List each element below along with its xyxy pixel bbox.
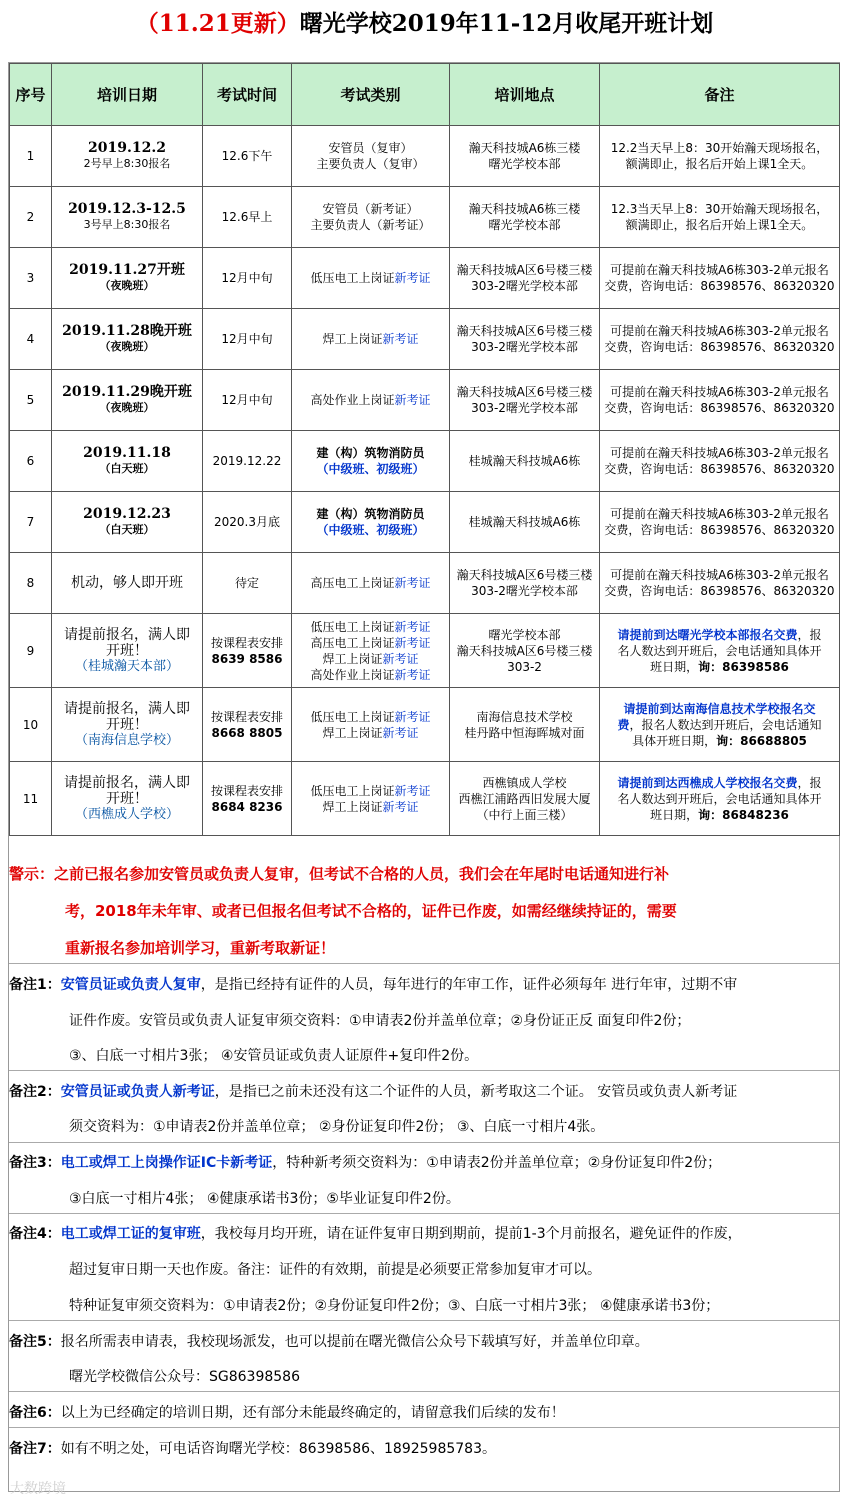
place-line: （中行上面三楼） [476, 807, 573, 822]
date-main: 2019.11.28晚开班 [62, 323, 192, 339]
note-1-line: 证件作废。安管员或负责人证复审须交资料：①申请表2份并盖单位章；②身份证正反 面复印件2份； [69, 1013, 691, 1029]
row-date [52, 688, 203, 762]
row-no: 9 [10, 614, 52, 688]
type-line: （中级班、初级班） [316, 523, 425, 537]
date-main: 2019.12.23 [83, 506, 171, 522]
place-line: 303-2曙光学校本部 [471, 401, 578, 415]
row-no: 1 [10, 126, 52, 187]
note-text: ，是指已之前未还没有这二个证件的人员，新考取这二个证。 安管员或负责人新考证 [214, 1084, 738, 1100]
date-campus: （西樵成人学校） [74, 806, 179, 822]
col-header-exam-type: 考试类别 [292, 64, 450, 126]
table-row [10, 553, 840, 614]
row-remarks [600, 431, 840, 492]
table-row [10, 309, 840, 370]
date-sub: （夜晚班） [99, 340, 155, 353]
row-exam-type [292, 688, 450, 762]
table-row [10, 614, 840, 688]
note-3-line: ③白底一寸相片4张； ④健康承诺书3份；⑤毕业证复印件2份。 [69, 1191, 460, 1207]
row-location [450, 431, 600, 492]
date-sub: （白天班） [99, 523, 155, 536]
type-line [295, 799, 446, 815]
row-exam-type [292, 126, 450, 187]
divider [9, 963, 839, 964]
type-tag: 新考证 [394, 271, 431, 285]
row-remarks [600, 762, 840, 836]
row-remarks [600, 248, 840, 309]
row-location [450, 126, 600, 187]
row-date [52, 762, 203, 836]
note-line: 交费，咨询电话：86398576、86320320 [604, 401, 835, 415]
row-no: 11 [10, 762, 52, 836]
type-tag: 新考证 [394, 576, 431, 590]
date-line: 请提前报名，满人即 [64, 774, 190, 791]
note-4-line: 特种证复审须交资料为：①申请表2份；②身份证复印件2份；③、白底一寸相片3张； ④健康承诺书3份； [69, 1298, 720, 1314]
note-highlight: 安管员证或负责人新考证 [60, 1084, 215, 1100]
note-highlight: 请提前到达曙光学校本部报名交费 [617, 627, 798, 642]
row-location [450, 688, 600, 762]
note-label: 备注4： [9, 1226, 61, 1242]
note-line: 可提前在瀚天科技城A6栋303-2单元报名 [610, 385, 829, 399]
row-no: 4 [10, 309, 52, 370]
col-header-exam-time: 考试时间 [203, 64, 292, 126]
warning-line: 警示：之前已报名参加安管员或负责人复审，但考试不合格的人员，我们会在年尾时电话通知进行补 [9, 865, 670, 883]
note-phone: 询：86398586 [698, 659, 789, 674]
row-location [450, 248, 600, 309]
row-date [52, 309, 203, 370]
type-line: （中级班、初级班） [316, 462, 425, 476]
note-line: 交费，咨询电话：86398576、86320320 [604, 584, 835, 598]
note-line: 交费，咨询电话：86398576、86320320 [604, 523, 835, 537]
table-row [10, 762, 840, 836]
note-line [603, 733, 836, 749]
row-location [450, 492, 600, 553]
note-text: ，特种新考须交资料为：①申请表2份并盖单位章；②身份证复印件2份； [272, 1155, 722, 1171]
type-text: 低压电工上岗证 [310, 709, 395, 724]
col-header-location: 培训地点 [450, 64, 600, 126]
place-line: 瀚天科技城A区6号楼三楼 [456, 643, 593, 658]
note-text: ，是指已经持有证件的人员，每年进行的年审工作，证件必须每年 进行年审，过期不审 [200, 977, 738, 993]
note-highlight: 电工或焊工上岗操作证IC卡新考证 [60, 1155, 273, 1171]
note-text: 班日期， [650, 807, 699, 822]
row-exam-time [203, 688, 292, 762]
type-line: 主要负责人（新考证） [310, 218, 431, 232]
date-main: 2019.11.18 [83, 445, 171, 461]
place-line: 瀚天科技城A6栋三楼 [468, 141, 581, 155]
col-header-date: 培训日期 [52, 64, 203, 126]
type-line [295, 667, 446, 683]
note-text: 如有不明之处，可电话咨询曙光学校：86398586、18925985783。 [60, 1441, 496, 1457]
note-line: 额满即止，报名后开始上课1全天。 [625, 218, 814, 232]
type-text: 高压电工上岗证 [310, 635, 395, 650]
place-line: 曙光学校本部 [488, 218, 561, 232]
exam-phone: 8668 8805 [211, 725, 283, 740]
type-text: 焊工上岗证 [322, 332, 383, 346]
note-7-line [9, 1438, 496, 1458]
note-line [603, 627, 836, 643]
row-remarks [600, 126, 840, 187]
row-no: 5 [10, 370, 52, 431]
note-line: 可提前在瀚天科技城A6栋303-2单元报名 [610, 446, 829, 460]
row-date [52, 370, 203, 431]
place-line: 瀚天科技城A区6号楼三楼 [456, 324, 593, 338]
exam-line: 按课程表安排 [210, 783, 283, 798]
row-exam-type [292, 309, 450, 370]
row-exam-time [203, 614, 292, 688]
row-location [450, 370, 600, 431]
note-line: 交费，咨询电话：86398576、86320320 [604, 340, 835, 354]
note-text: 报名所需表申请表，我校现场派发，也可以提前在曙光微信公众号下载填写好，并盖单位印章。 [60, 1334, 649, 1350]
row-location [450, 762, 600, 836]
row-no: 3 [10, 248, 52, 309]
note-label: 备注7： [9, 1441, 61, 1457]
col-header-no: 序号 [10, 64, 52, 126]
note-line: 12.2当天早上8：30开始瀚天现场报名， [610, 141, 829, 155]
note-2-line: 须交资料为：①申请表2份并盖单位章； ②身份证复印件2份； ③、白底一寸相片4张。 [69, 1119, 605, 1135]
note-line [603, 807, 836, 823]
note-highlight: 安管员证或负责人复审 [60, 977, 201, 993]
note-highlight: 费 [617, 717, 630, 732]
exam-phone: 8684 8236 [211, 799, 283, 814]
row-exam-time: 待定 [203, 553, 292, 614]
row-exam-time: 12.6下午 [203, 126, 292, 187]
note-phone: 询：86848236 [698, 807, 789, 822]
row-remarks [600, 370, 840, 431]
type-tag: 新考证 [394, 635, 431, 650]
table-row [10, 248, 840, 309]
note-line [603, 717, 836, 733]
row-remarks [600, 309, 840, 370]
row-exam-type [292, 248, 450, 309]
type-tag: 新考证 [394, 619, 431, 634]
divider [9, 1142, 839, 1143]
divider [9, 1427, 839, 1428]
table-row [10, 370, 840, 431]
note-line: 交费，咨询电话：86398576、86320320 [604, 462, 835, 476]
row-no: 10 [10, 688, 52, 762]
row-exam-time: 12月中旬 [203, 370, 292, 431]
place-line: 303-2曙光学校本部 [471, 340, 578, 354]
note-1-line: ③、白底一寸相片3张； ④安管员证或负责人证原件+复印件2份。 [69, 1048, 479, 1064]
note-text: ，我校每月均开班，请在证件复审日期到期前，提前1-3个月前报名，避免证件的作废， [200, 1226, 742, 1242]
row-remarks [600, 614, 840, 688]
row-remarks [600, 553, 840, 614]
title-main: 曙光学校2019年11-12月收尾开班计划 [299, 10, 714, 37]
row-exam-time: 12月中旬 [203, 248, 292, 309]
type-tag: 新考证 [382, 799, 419, 814]
type-line [295, 783, 446, 799]
row-exam-type [292, 553, 450, 614]
row-date [52, 614, 203, 688]
note-line: 可提前在瀚天科技城A6栋303-2单元报名 [610, 507, 829, 521]
row-no: 2 [10, 187, 52, 248]
type-text: 焊工上岗证 [322, 799, 383, 814]
date-sub: 2号早上8:30报名 [83, 157, 171, 170]
place-line: 303-2 [507, 659, 542, 674]
row-remarks [600, 187, 840, 248]
place-line: 瀚天科技城A区6号楼三楼 [456, 385, 593, 399]
row-exam-type [292, 762, 450, 836]
date-sub: （夜晚班） [99, 279, 155, 292]
type-text: 低压电工上岗证 [310, 783, 395, 798]
table-row [10, 688, 840, 762]
type-text: 高压电工上岗证 [310, 576, 395, 590]
type-line [295, 619, 446, 635]
place-line: 瀚天科技城A区6号楼三楼 [456, 568, 593, 582]
type-tag: 新考证 [382, 332, 419, 346]
divider [9, 1391, 839, 1392]
date-line: 开班！ [106, 790, 148, 807]
row-no: 6 [10, 431, 52, 492]
row-remarks [600, 492, 840, 553]
note-label: 备注3： [9, 1155, 61, 1171]
row-date [52, 126, 203, 187]
row-location [450, 614, 600, 688]
note-line: 额满即止，报名后开始上课1全天。 [625, 157, 814, 171]
date-sub: （白天班） [99, 462, 155, 475]
note-text: ，报 [797, 627, 822, 642]
place-line: 桂城瀚天科技城A6栋 [468, 515, 581, 529]
note-4-line [9, 1223, 742, 1243]
place-line: 南海信息技术学校 [476, 709, 573, 724]
row-location [450, 553, 600, 614]
row-location [450, 309, 600, 370]
date-main: 2019.12.2 [88, 140, 166, 156]
exam-line: 按课程表安排 [210, 709, 283, 724]
place-line: 瀚天科技城A区6号楼三楼 [456, 263, 593, 277]
row-exam-type [292, 492, 450, 553]
schedule-table [9, 63, 840, 836]
note-line [603, 775, 836, 791]
note-2-line [9, 1081, 737, 1101]
type-text: 低压电工上岗证 [310, 271, 395, 285]
warning-line: 重新报名参加培训学习，重新考取新证！ [65, 939, 336, 957]
note-6-line [9, 1402, 565, 1422]
date-main: 机动，够人即开班 [71, 575, 183, 591]
exam-phone: 8639 8586 [211, 651, 283, 666]
date-line: 请提前报名，满人即 [64, 700, 190, 717]
note-phone: 询：86688805 [716, 733, 807, 748]
row-date [52, 187, 203, 248]
type-line: 建（构）筑物消防员 [316, 507, 425, 521]
date-line: 开班！ [106, 716, 148, 733]
note-line: 交费，咨询电话：86398576、86320320 [604, 279, 835, 293]
type-line [295, 651, 446, 667]
note-highlight: 请提前到达南海信息技术学校报名交 [623, 701, 816, 716]
note-label: 备注1： [9, 977, 61, 993]
row-exam-time: 2020.3月底 [203, 492, 292, 553]
type-text: 低压电工上岗证 [310, 619, 395, 634]
type-tag: 新考证 [394, 667, 431, 682]
divider [9, 1213, 839, 1214]
page-title [0, 0, 849, 48]
warning-line: 考，2018年未年审、或者已但报名但考试不合格的，证件已作废，如需经继续持证的，需要 [65, 902, 677, 920]
note-text: 以上为已经确定的培训日期，还有部分未能最终确定的，请留意我们后续的发布！ [60, 1405, 565, 1421]
place-line: 西樵江浦路西旧发展大厦 [458, 791, 591, 806]
watermark: 大数跨境 [10, 1481, 66, 1497]
table-row [10, 126, 840, 187]
note-line: 12.3当天早上8：30开始瀚天现场报名， [610, 202, 829, 216]
type-line: 安管员（新考证） [322, 202, 419, 216]
row-exam-time: 12月中旬 [203, 309, 292, 370]
type-line: 主要负责人（复审） [316, 157, 425, 171]
note-text: 班日期， [650, 659, 699, 674]
type-tag: 新考证 [382, 725, 419, 740]
row-date [52, 492, 203, 553]
place-line: 303-2曙光学校本部 [471, 584, 578, 598]
table-header-row [10, 64, 840, 126]
place-line: 曙光学校本部 [488, 627, 561, 642]
date-campus: （桂城瀚天本部） [74, 658, 179, 674]
note-text: 具体开班日期， [632, 733, 717, 748]
note-text: ，报名人数达到开班后，会电话通知 [629, 717, 822, 732]
note-line [603, 659, 836, 675]
col-header-remarks: 备注 [600, 64, 840, 126]
date-main: 2019.11.29晚开班 [62, 384, 192, 400]
row-date [52, 553, 203, 614]
row-date [52, 248, 203, 309]
type-text: 高处作业上岗证 [310, 667, 395, 682]
note-line: 可提前在瀚天科技城A6栋303-2单元报名 [610, 324, 829, 338]
type-line [295, 709, 446, 725]
row-exam-time: 12.6早上 [203, 187, 292, 248]
type-tag: 新考证 [394, 783, 431, 798]
row-no: 8 [10, 553, 52, 614]
note-highlight: 请提前到达西樵成人学校报名交费 [617, 775, 798, 790]
table-row [10, 492, 840, 553]
date-main: 2019.12.3-12.5 [68, 201, 186, 217]
wechat-account: 曙光学校微信公众号：SG86398586 [69, 1369, 300, 1385]
date-sub: 3号早上8:30报名 [83, 218, 171, 231]
row-no: 7 [10, 492, 52, 553]
note-text: ，报 [797, 775, 822, 790]
note-line: 可提前在瀚天科技城A6栋303-2单元报名 [610, 568, 829, 582]
note-4-line: 超过复审日期一天也作废。备注：证件的有效期，前提是必须要正常参加复审才可以。 [69, 1262, 601, 1278]
exam-line: 按课程表安排 [210, 635, 283, 650]
row-date [52, 431, 203, 492]
date-line: 开班！ [106, 642, 148, 659]
title-update-tag: （11.21更新） [135, 10, 300, 37]
table-row [10, 187, 840, 248]
row-location [450, 187, 600, 248]
row-exam-type [292, 614, 450, 688]
note-label: 备注2： [9, 1084, 61, 1100]
note-line: 可提前在瀚天科技城A6栋303-2单元报名 [610, 263, 829, 277]
place-line: 桂城瀚天科技城A6栋 [468, 454, 581, 468]
place-line: 西樵镇成人学校 [482, 775, 567, 790]
divider [9, 1070, 839, 1071]
type-text: 焊工上岗证 [322, 725, 383, 740]
type-line [295, 725, 446, 741]
date-campus: （南海信息学校） [74, 732, 179, 748]
type-text: 焊工上岗证 [322, 651, 383, 666]
row-exam-time: 2019.12.22 [203, 431, 292, 492]
place-line: 曙光学校本部 [488, 157, 561, 171]
date-main: 2019.11.27开班 [69, 262, 185, 278]
row-remarks [600, 688, 840, 762]
note-highlight: 电工或焊工证的复审班 [60, 1226, 201, 1242]
type-line: 安管员（复审） [328, 141, 413, 155]
divider [9, 1320, 839, 1321]
note-line: 名人数达到开班后，会电话通知具体开 [617, 643, 822, 658]
note-label: 备注6： [9, 1405, 61, 1421]
type-tag: 新考证 [382, 651, 419, 666]
note-3-line [9, 1152, 721, 1172]
date-line: 请提前报名，满人即 [64, 626, 190, 643]
row-exam-type [292, 187, 450, 248]
type-line [295, 635, 446, 651]
note-line: 名人数达到开班后，会电话通知具体开 [617, 791, 822, 806]
row-exam-type [292, 431, 450, 492]
date-sub: （夜晚班） [99, 401, 155, 414]
place-line: 303-2曙光学校本部 [471, 279, 578, 293]
type-tag: 新考证 [394, 709, 431, 724]
note-5-line [9, 1331, 649, 1351]
table-row [10, 431, 840, 492]
type-tag: 新考证 [394, 393, 431, 407]
row-exam-type [292, 370, 450, 431]
row-exam-time [203, 762, 292, 836]
place-line: 瀚天科技城A6栋三楼 [468, 202, 581, 216]
note-1-line [9, 974, 737, 994]
note-label: 备注5： [9, 1334, 61, 1350]
type-line: 建（构）筑物消防员 [316, 446, 425, 460]
place-line: 桂丹路中恒海晖城对面 [464, 725, 585, 740]
type-text: 高处作业上岗证 [310, 393, 395, 407]
